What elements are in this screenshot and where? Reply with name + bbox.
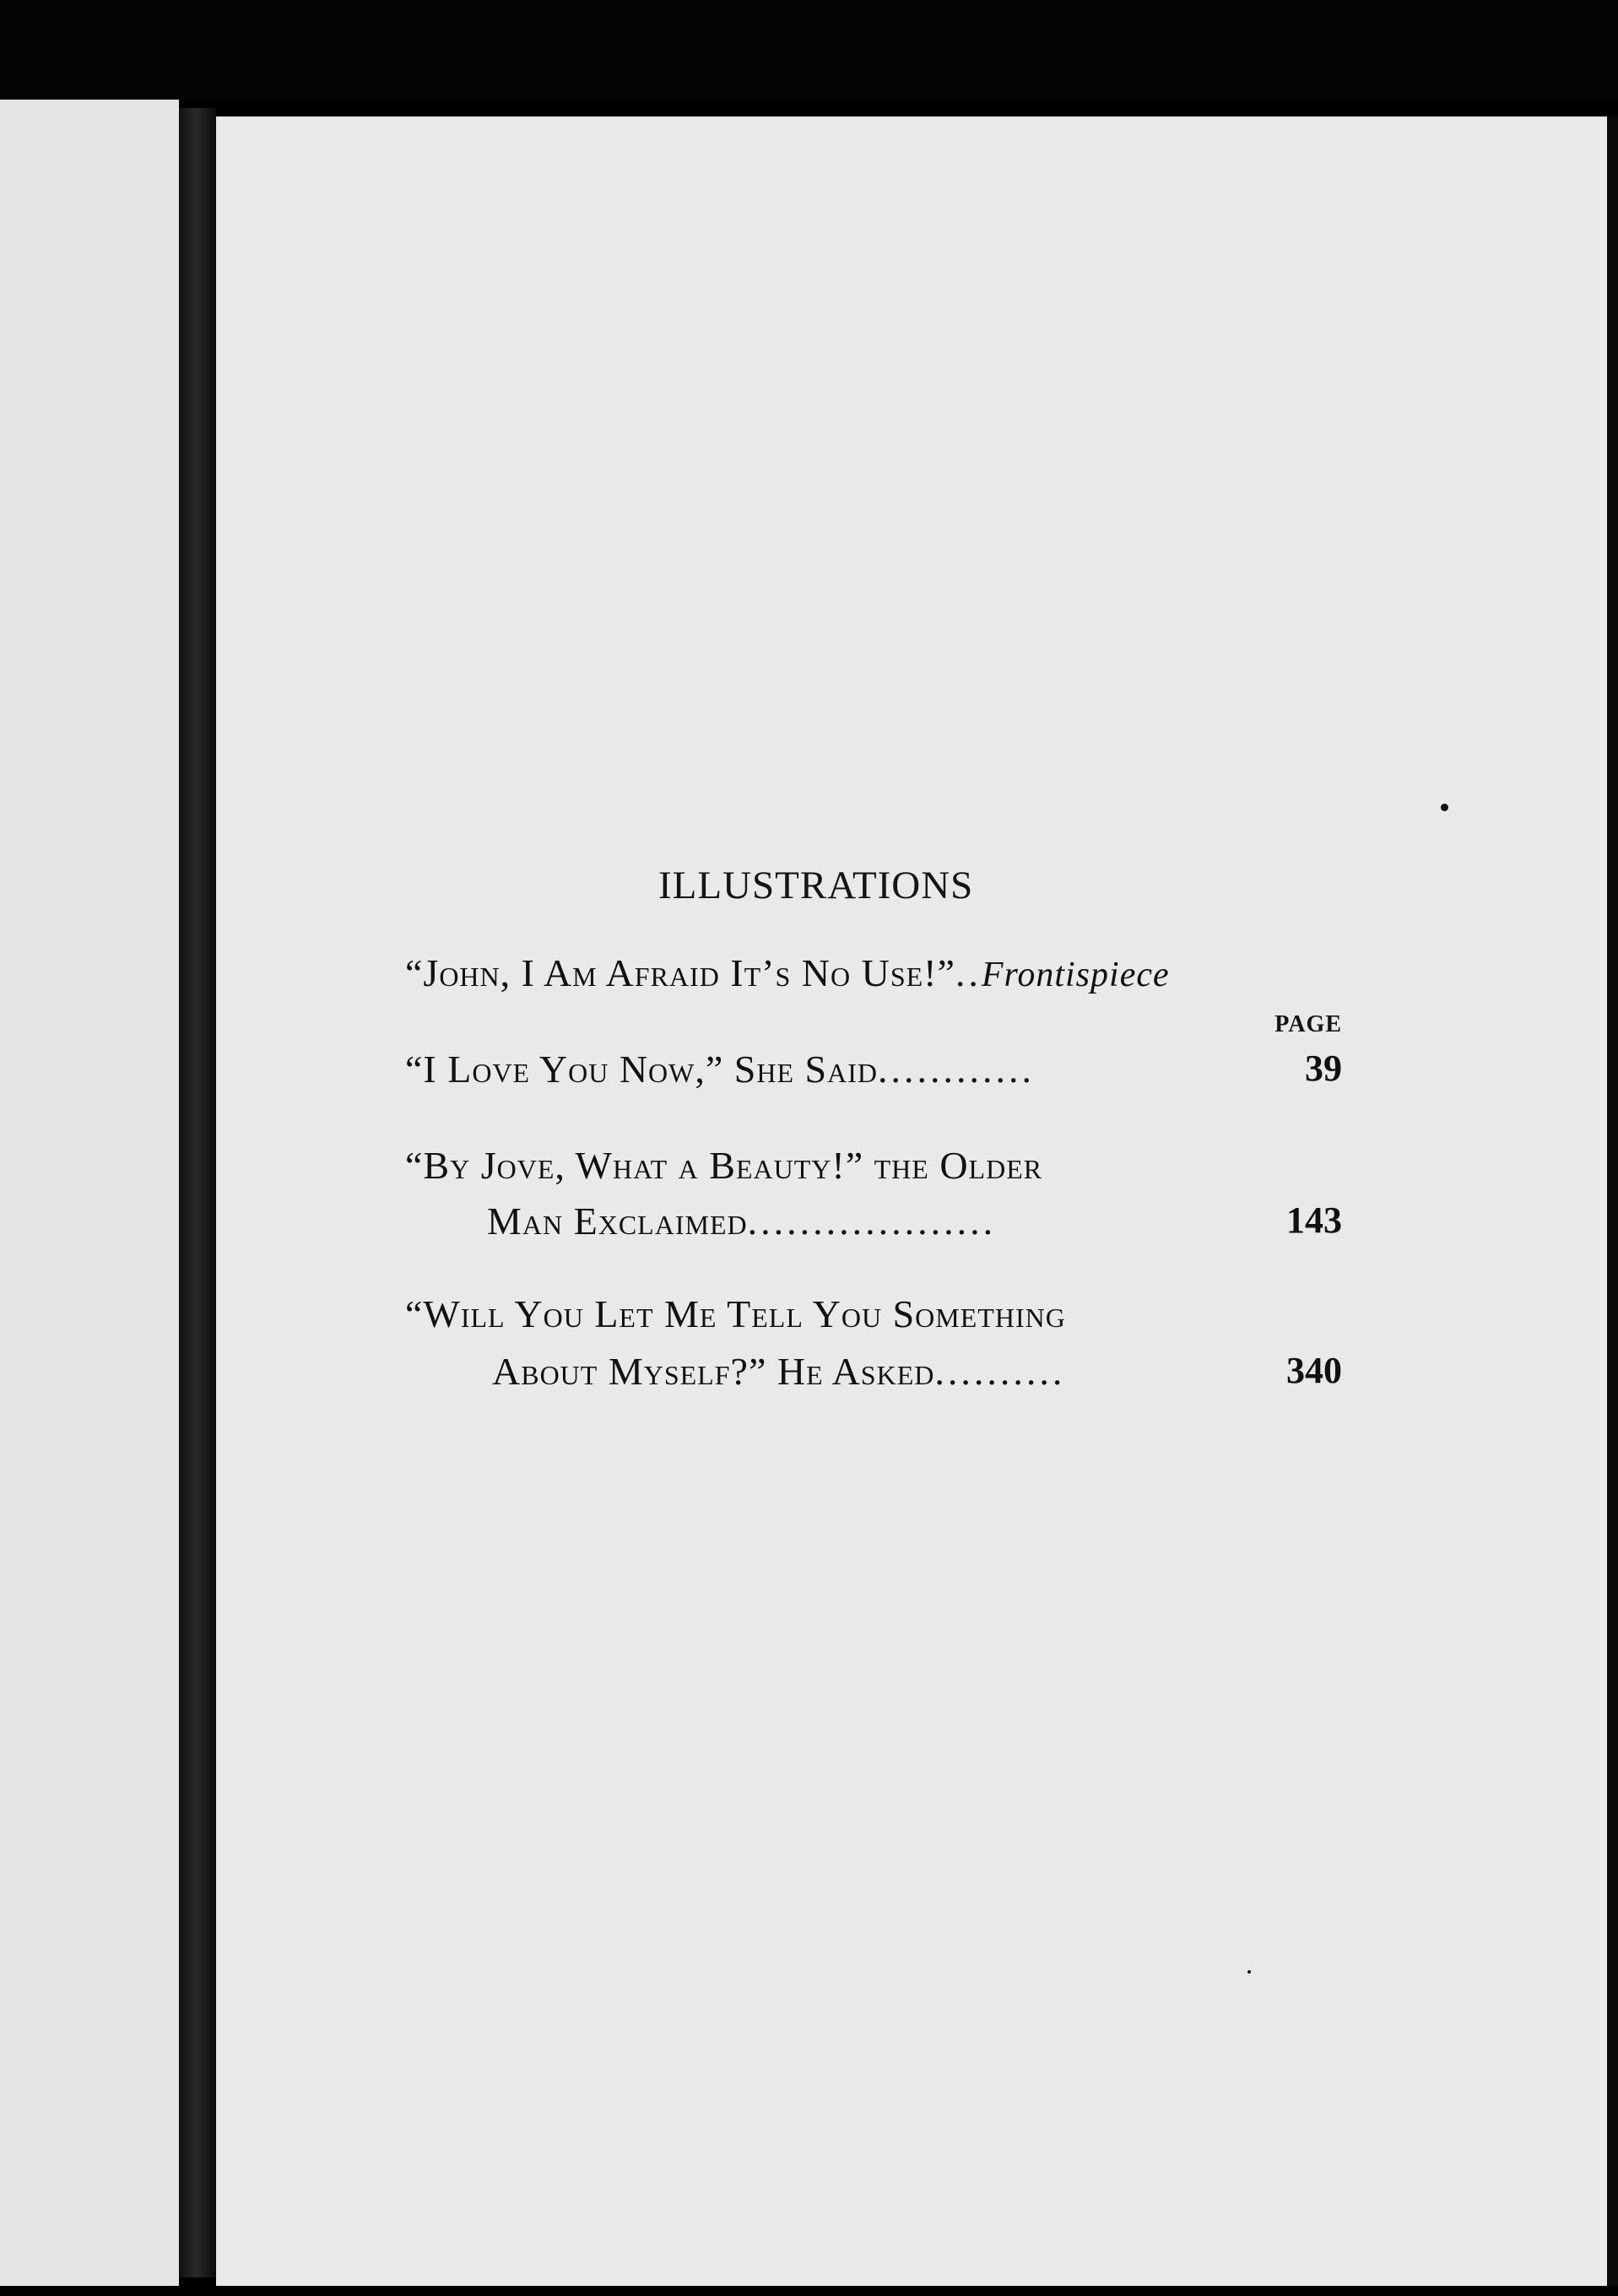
dot-leader: ............	[877, 1048, 1035, 1091]
illustration-entry-frontispiece	[405, 950, 1170, 995]
entry-title: “By Jove, What a Beauty!” the Older	[405, 1144, 1043, 1187]
illustration-entry-line2	[487, 1199, 996, 1243]
page-heading: ILLUSTRATIONS	[658, 864, 974, 907]
facing-page-edge	[0, 100, 179, 2286]
illustration-entry-line1	[405, 1143, 1042, 1188]
illustration-entry	[405, 1047, 1035, 1091]
entry-page-number: 39	[1305, 1048, 1342, 1089]
illustration-entry-line2	[492, 1349, 1065, 1394]
book-spine-shadow	[179, 108, 216, 2277]
ink-speck	[1247, 1970, 1251, 1974]
dot-leader: ...................	[747, 1199, 997, 1243]
ink-speck	[1441, 804, 1448, 811]
entry-title: “I Love You Now,” She Said	[405, 1048, 878, 1091]
entry-page-number: 143	[1286, 1199, 1342, 1241]
frontispiece-note: Frontispiece	[981, 956, 1170, 994]
illustration-entry-line1	[405, 1292, 1066, 1336]
dot-leader: ..........	[934, 1350, 1066, 1393]
entry-title-continued: About Myself?” He Asked	[492, 1350, 935, 1393]
entry-title: “Will You Let Me Tell You Something	[405, 1292, 1066, 1335]
entry-title: “John, I Am Afraid It’s No Use!”	[405, 951, 955, 994]
scanner-top-band	[0, 0, 1618, 100]
page-column-label: PAGE	[1274, 1011, 1342, 1037]
dot-leader: ..	[955, 951, 982, 994]
entry-title-continued: Man Exclaimed	[487, 1199, 748, 1243]
page-right-edge	[1607, 116, 1618, 2286]
entry-page-number: 340	[1286, 1350, 1342, 1391]
